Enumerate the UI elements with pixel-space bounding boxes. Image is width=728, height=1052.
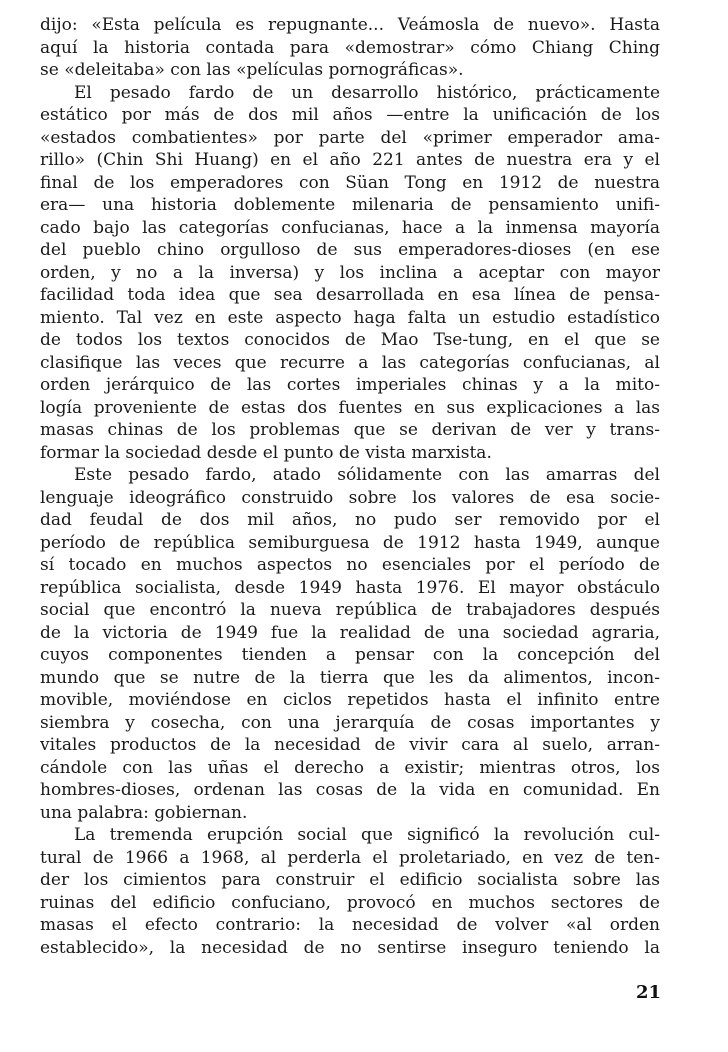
text-line: «estados combatientes» por parte del «primer emperador ama-: [40, 127, 660, 148]
text-line: La tremenda erupción social que significó la revolución cul-: [74, 825, 660, 845]
text-line: masas el efecto contrario: la necesidad de volver «al orden: [40, 915, 660, 935]
text-line: clasifique las veces que recurre a las categorías confucianas, al: [40, 352, 660, 373]
text-line: rillo» (Chin Shi Huang) en el año 221 antes de nuestra era y el: [40, 150, 660, 170]
text-line: final de los emperadores con Süan Tong en 1912 de nuestra: [40, 172, 660, 193]
text-line: período de república semiburguesa de 1912 hasta 1949, aunque: [40, 532, 660, 553]
text-line: movible, moviéndose en ciclos repetidos hasta el infinito entre: [40, 690, 660, 710]
text-line: El pesado fardo de un desarrollo histórico, prácticamente: [74, 82, 660, 103]
text-line: una palabra: gobiernan.: [40, 802, 248, 823]
text-line: aquí la historia contada para «demostrar» cómo Chiang Ching: [40, 37, 660, 58]
text-line: establecido», la necesidad de no sentirse inseguro teniendo la: [40, 937, 660, 958]
text-line: orden jerárquico de las cortes imperiales chinas y a la mito-: [40, 375, 660, 395]
text-line: se «deleitaba» con las «películas pornográficas».: [40, 60, 464, 80]
text-line: Este pesado fardo, atado sólidamente con las amarras del: [74, 465, 660, 485]
text-line: de todos los textos conocidos de Mao Tse-tung, en el que se: [40, 330, 660, 350]
text-line: estático por más de dos mil años —entre la unificación de los: [40, 105, 660, 125]
text-line: masas chinas de los problemas que se derivan de ver y trans-: [40, 420, 660, 440]
text-line: ruinas del edificio confuciano, provocó en muchos sectores de: [40, 892, 660, 913]
text-line: vitales productos de la necesidad de vivir cara al suelo, arran-: [40, 735, 660, 755]
text-line: dijo: «Esta película es repugnante... Veámosla de nuevo». Hasta: [40, 15, 660, 35]
text-line: mundo que se nutre de la tierra que les da alimentos, incon-: [40, 667, 660, 688]
text-line: formar la sociedad desde el punto de vista marxista.: [40, 442, 492, 463]
text-line: social que encontró la nueva república de trabajadores después: [40, 600, 660, 620]
text-line: de la victoria de 1949 fue la realidad de una sociedad agraria,: [40, 622, 660, 643]
text-line: cándole con las uñas el derecho a existir; mientras otros, los: [40, 757, 660, 778]
text-line: der los cimientos para construir el edificio socialista sobre las: [40, 870, 660, 890]
page-number: 21: [636, 982, 662, 1003]
text-line: orden, y no a la inversa) y los inclina a aceptar con mayor: [40, 262, 660, 283]
text-line: cado bajo las categorías confucianas, hace a la inmensa mayoría: [40, 217, 660, 238]
text-line: hombres-dioses, ordenan las cosas de la vida en comunidad. En: [40, 780, 660, 800]
text-line: sí tocado en muchos aspectos no esenciales por el período de: [40, 555, 660, 575]
text-line: siembra y cosecha, con una jerarquía de cosas importantes y: [40, 712, 660, 733]
text-line: lenguaje ideográfico construido sobre los valores de esa socie-: [40, 487, 660, 508]
body-text: [40, 14, 660, 959]
text-line: miento. Tal vez en este aspecto haga falta un estudio estadístico: [40, 307, 660, 328]
text-line: tural de 1966 a 1968, al perderla el proletariado, en vez de ten-: [40, 847, 660, 868]
text-line: facilidad toda idea que sea desarrollada en esa línea de pensa-: [40, 285, 660, 305]
text-line: era— una historia doblemente milenaria de pensamiento unifi-: [40, 195, 660, 215]
text-line: del pueblo chino orgulloso de sus emperadores-dioses (en ese: [40, 240, 660, 260]
text-line: república socialista, desde 1949 hasta 1976. El mayor obstáculo: [40, 577, 660, 598]
text-line: logía proveniente de estas dos fuentes en sus explicaciones a las: [40, 397, 660, 418]
text-line: dad feudal de dos mil años, no pudo ser removido por el: [40, 510, 660, 530]
text-line: cuyos componentes tienden a pensar con la concepción del: [40, 645, 660, 665]
